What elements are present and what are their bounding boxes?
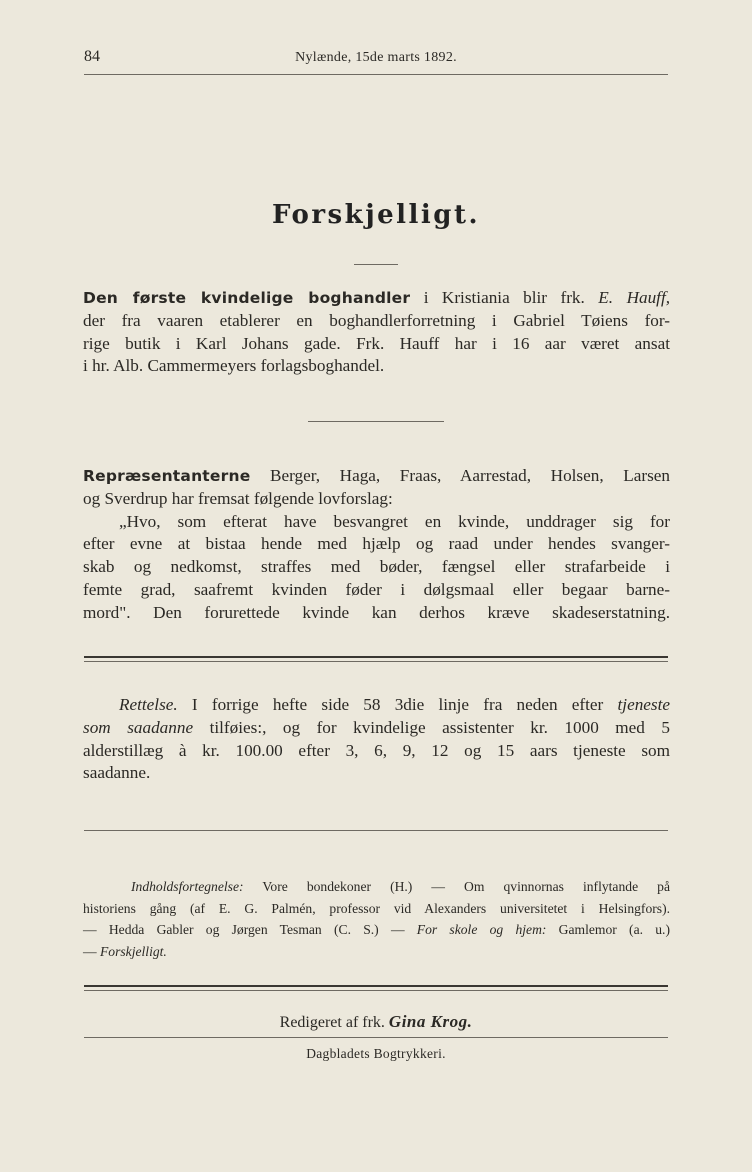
footer-rule-thin	[84, 990, 668, 991]
text-line	[83, 694, 670, 717]
text-span: — Hedda Gabler og Jørgen Tesman (C. S.) —	[83, 922, 405, 937]
editor-name: Gina Krog.	[388, 1012, 473, 1031]
text-line: saadanne.	[83, 763, 151, 783]
separator-rule	[84, 830, 668, 831]
page-number: 84	[84, 48, 100, 65]
contents-label: Indholdsfortegnelse:	[131, 879, 244, 894]
double-rule-top	[84, 656, 668, 658]
text-line: historiens gång (af E. G. Palmén, professor vid Alexanders universitetet i Helsingfors).	[83, 900, 670, 916]
text-line: skab og nedkomst, straffes med bøder, fængsel eller strafarbeide i	[83, 557, 670, 577]
text-line: rige butik i Karl Johans gade. Frk. Hauff har i 16 aar været ansat	[83, 333, 670, 353]
text-line: i hr. Alb. Cammermeyers forlagsboghandel.	[83, 356, 385, 376]
text-span: i Kristiania blir frk.	[423, 288, 585, 307]
text-line	[83, 876, 670, 898]
text-line	[83, 511, 670, 534]
text-span: Vore bondekoner (H.) — Om qvinnornas inflytande på	[262, 879, 670, 894]
text-line	[83, 919, 670, 941]
header-rule	[84, 74, 668, 75]
news-item-bookseller	[83, 287, 670, 378]
initial: E.	[598, 288, 614, 307]
news-item-bill	[83, 465, 670, 625]
separator-rule	[308, 421, 444, 422]
text-span: „Hvo, som efterat have besvangret en kvinde, unddrager sig for	[119, 511, 670, 531]
text-line: femte grad, saafremt kvinden føder i dølgsmaal eller begaar barne-	[83, 579, 670, 599]
item-lead: Repræsentanterne	[83, 467, 251, 485]
text-line: alderstillæg à kr. 100.00 efter 3, 6, 9, 12 og 15 aars tjeneste som	[83, 740, 670, 760]
text-span: Redigeret af frk.	[279, 1014, 385, 1031]
text-span: —	[83, 943, 97, 959]
text-span: Gamlemor (a. u.)	[558, 922, 670, 937]
text-span: Berger, Haga, Fraas, Aarrestad, Holsen, Larsen	[270, 466, 670, 485]
table-of-contents	[83, 876, 670, 962]
editor-rule	[84, 1037, 668, 1038]
text-line: efter evne at bistaa hende med hjælp og raad under hendes svanger-	[83, 534, 670, 554]
text-span: tjeneste	[617, 695, 671, 714]
text-line: der fra vaaren etablerer en boghandlerforretning i Gabriel Tøiens for-	[83, 310, 670, 330]
title-short-rule	[354, 264, 398, 265]
text-line	[83, 287, 670, 310]
double-rule-bottom	[84, 661, 668, 662]
correction-label: Rettelse.	[119, 695, 178, 714]
text-line: og Sverdrup har fremsat følgende lovforslag:	[83, 488, 393, 508]
running-head: Nylænde, 15de marts 1892.	[295, 50, 457, 65]
page-header	[84, 48, 668, 72]
surname: Hauff,	[626, 288, 671, 307]
footer-rule-thick	[84, 985, 668, 987]
text-span: tilføies:, og for kvindelige assistenter kr. 1000 med 5	[209, 717, 670, 737]
text-line	[83, 465, 670, 488]
section-title: Forskjelligt.	[271, 200, 481, 230]
printer-credit: Dagbladets Bogtrykkeri.	[306, 1046, 446, 1061]
text-line: mord". Den forurettede kvinde kan derhos kræve skadeserstatning.	[83, 602, 670, 622]
text-span: Forskjelligt.	[100, 943, 167, 959]
editor-credit	[0, 1012, 752, 1032]
item-lead: Den første kvindelige boghandler	[83, 289, 411, 307]
text-span: som saadanne	[83, 717, 194, 737]
text-line	[83, 717, 670, 740]
text-line	[83, 941, 670, 963]
correction-note	[83, 694, 670, 785]
text-span: For skole og hjem:	[416, 922, 547, 937]
text-span: I forrige hefte side 58 3die linje fra neden efter	[191, 695, 604, 714]
